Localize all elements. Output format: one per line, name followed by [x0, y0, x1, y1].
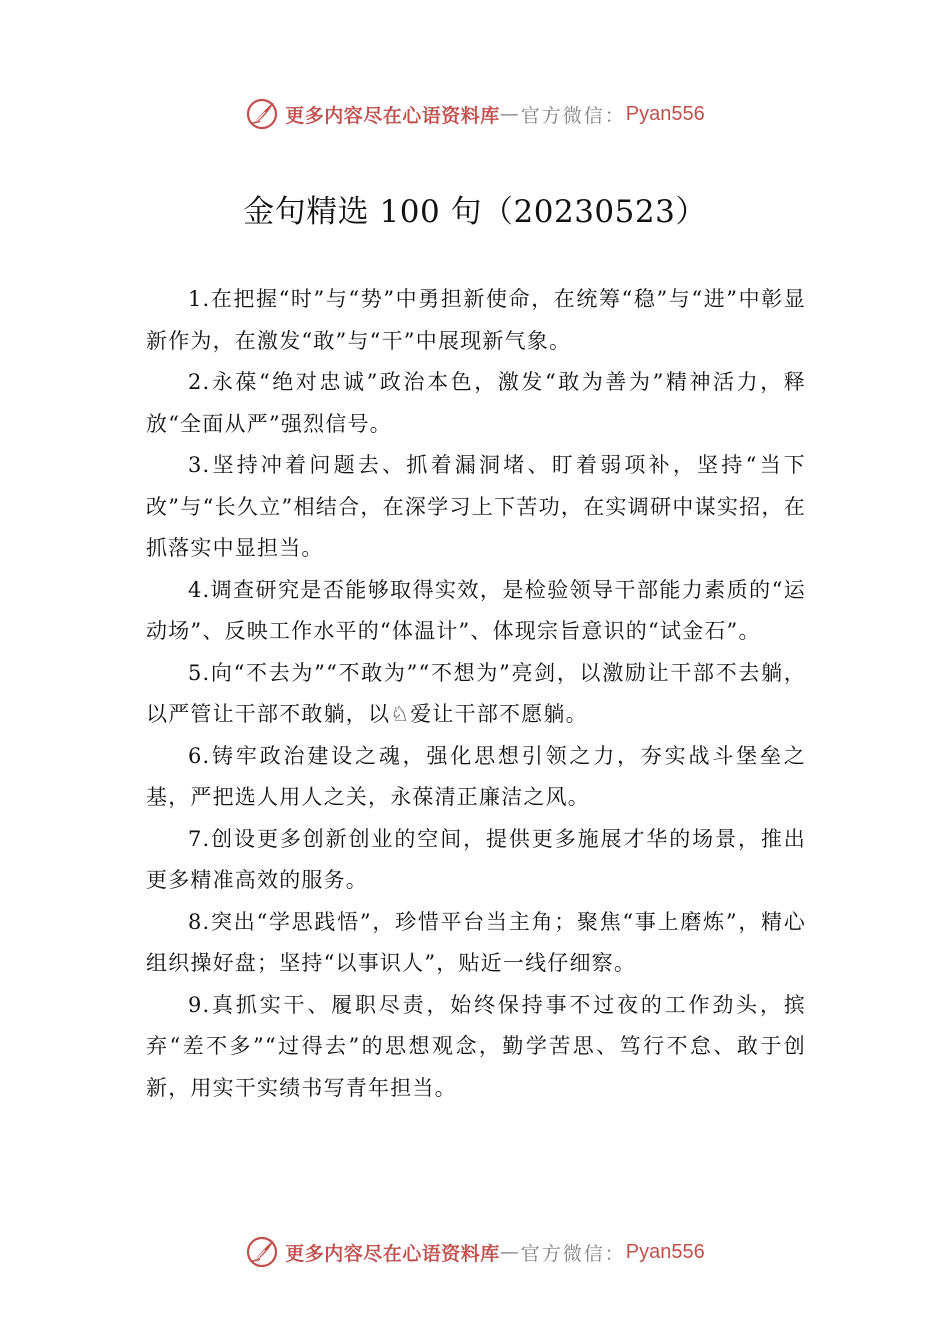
quote-paragraph-9: 9.真抓实干、履职尽责，始终保持事不过夜的工作劲头，摈弃“差不多”“过得去”的思想观念，勤学苦思、笃行不怠、敢于创新，用实干实绩书写青年担当。 — [146, 992, 806, 1100]
quote-paragraph-7: 7.创设更多创新创业的空间，提供更多施展才华的场景，推出更多精准高效的服务。 — [146, 826, 806, 892]
feather-pen-logo-icon — [245, 1235, 279, 1269]
footer-watermark — [0, 1232, 950, 1272]
quote-paragraph-2: 2.永葆“绝对忠诚”政治本色，激发“敢为善为”精神活力，释放“全面从严”强烈信号。 — [146, 370, 806, 436]
watermark-text: 更多内容尽在心语资料库 — [285, 1242, 500, 1265]
watermark-separator: — — [499, 1241, 521, 1263]
quote-paragraph-8: 8.突出“学思践悟”，珍惜平台当主角；聚焦“事上磨炼”，精心组织操好盘；坚持“以事识人”，贴近一线仔细察。 — [146, 909, 806, 975]
watermark-label: 官方微信： — [520, 1242, 626, 1265]
watermark-label: 官方微信： — [520, 104, 626, 127]
quote-paragraph-6: 6.铸牢政治建设之魂，强化思想引领之力，夯实战斗堡垒之基，严把选人用人之关，永葆清正廉洁之风。 — [146, 743, 806, 809]
quote-paragraph-4: 4.调查研究是否能够取得实效，是检验领导干部能力素质的“运动场”、反映工作水平的“体温计”、体现宗旨意识的“试金石”。 — [146, 577, 806, 643]
watermark-text: 更多内容尽在心语资料库 — [285, 104, 500, 127]
header-watermark — [0, 94, 950, 134]
watermark-separator: — — [499, 103, 521, 125]
quote-paragraph-1: 1.在把握“时”与“势”中勇担新使命，在统筹“稳”与“进”中彰显新作为，在激发“敢”与“干”中展现新气象。 — [146, 287, 806, 353]
watermark-wechat-id: Pyan556 — [625, 1240, 705, 1263]
quote-paragraph-3: 3.坚持冲着问题去、抓着漏洞堵、盯着弱项补，坚持“当下改”与“长久立”相结合，在深学习上下苦功，在实调研中谋实招，在抓落实中显担当。 — [146, 453, 806, 560]
document-title: 金句精选 100 句（20230523） — [243, 194, 707, 230]
quote-paragraph-5: 5.向“不去为”“不敢为”“不想为”亮剑，以激励让干部不去躺，以严管让干部不敢躺，以♘爱让干部不愿躺。 — [146, 660, 806, 726]
watermark-wechat-id: Pyan556 — [625, 102, 705, 125]
feather-pen-logo-icon — [245, 97, 279, 131]
document-body — [146, 279, 806, 1109]
